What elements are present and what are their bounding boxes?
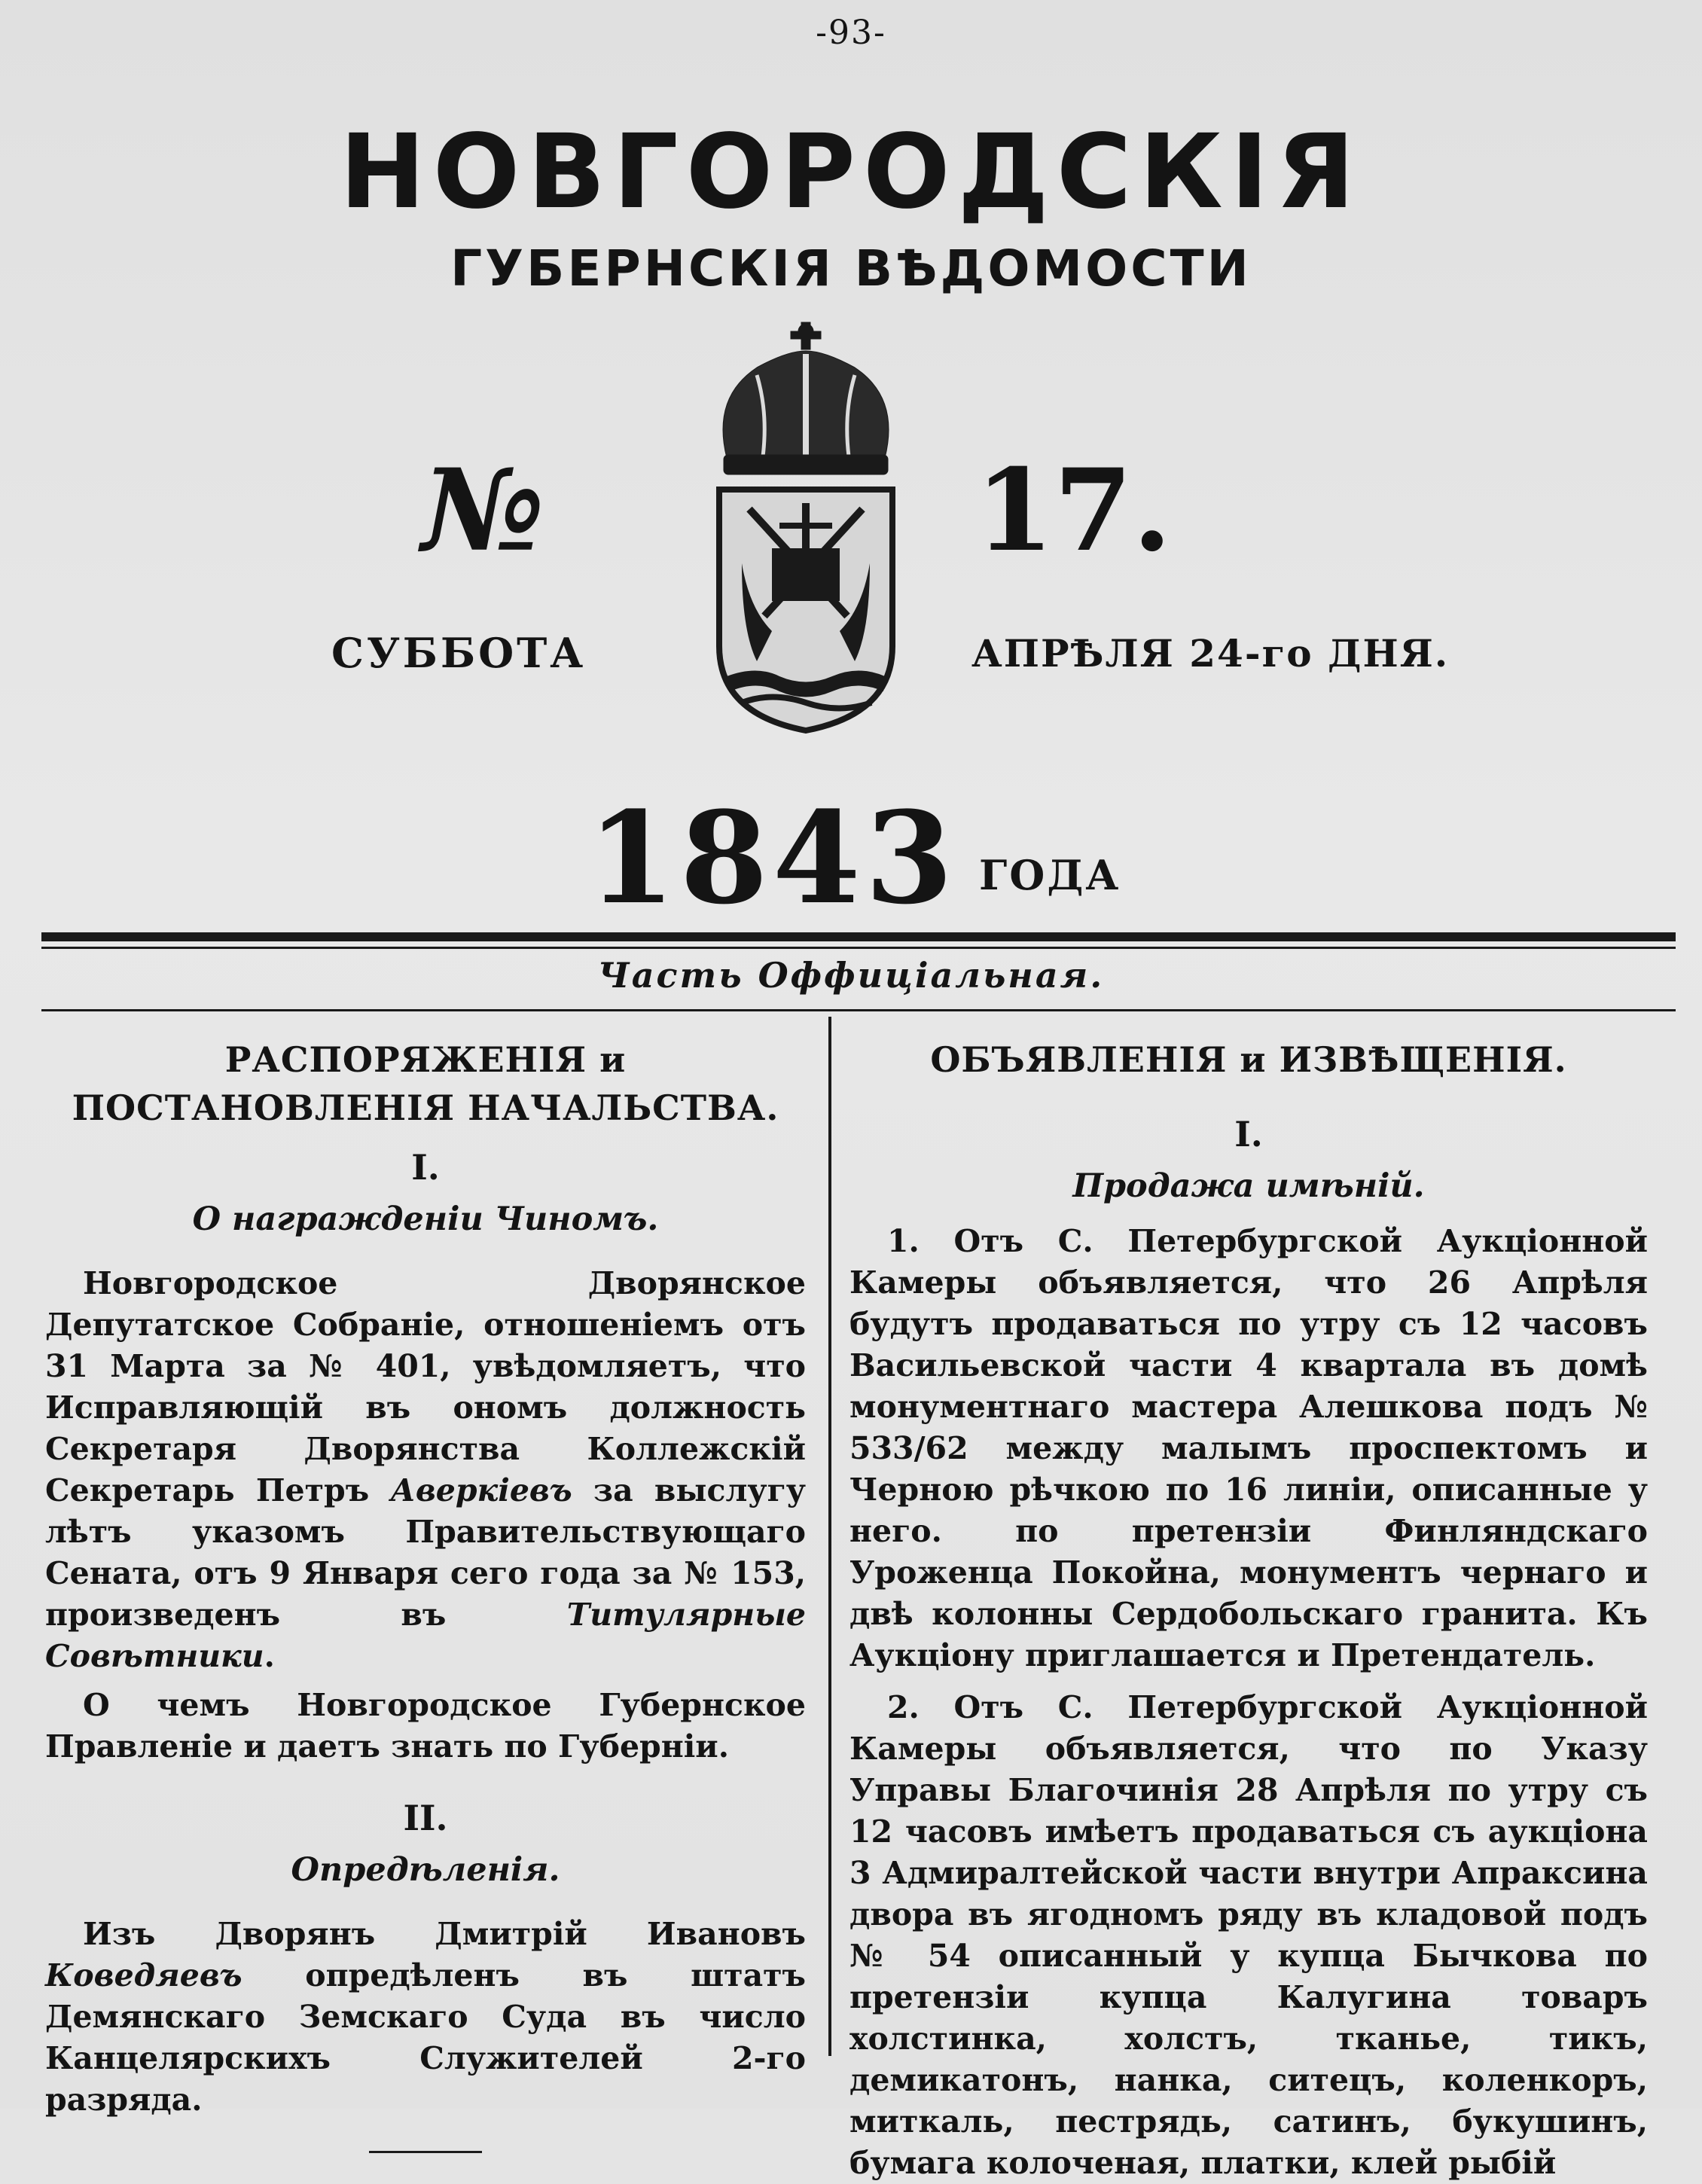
issue-year: 1843: [587, 783, 958, 932]
masthead-rule: [41, 932, 1676, 941]
left-heading: РАСПОРЯЖЕНІЯ и ПОСТАНОВЛЕНІЯ НАЧАЛЬСТВА.: [72, 1039, 779, 1128]
section-number: I.: [411, 1147, 440, 1188]
weekday: СУББОТА: [331, 629, 587, 677]
section-number: I.: [1234, 1114, 1263, 1155]
shield-icon: [719, 490, 892, 731]
part-rule: [41, 1009, 1676, 1011]
paragraph: О чемъ Новгородское Губернское Правленіе и даетъ знать по Губерніи.: [45, 1687, 806, 1765]
section-title: О награжденіи Чиномъ.: [192, 1200, 659, 1238]
right-heading: ОБЪЯВЛЕНІЯ и ИЗВѢЩЕНІЯ.: [930, 1039, 1567, 1080]
section-end-rule: [369, 2151, 482, 2153]
number-sign: №: [422, 444, 545, 577]
paragraph: Новгородское Дворянское Депутатское Собраніе, отношеніемъ отъ 31 Марта за № 401, увѣдомляетъ, что Исправляющій въ ономъ должность Секретаря Дворянства Коллежскій Секретарь Петръ Аверкіевъ за выслугу лѣтъ указомъ Правительствующаго Сената, отъ 9 Января сего года за № 153, произведенъ въ Титулярные Совѣтники.: [45, 1265, 806, 1674]
right-column: [849, 1036, 1648, 2184]
issue-number: 17.: [975, 444, 1172, 577]
newspaper-subtitle: ГУБЕРНСКІЯ ВѢДОМОСТИ: [450, 239, 1252, 297]
paragraph: Изъ Дворянъ Дмитрій Ивановъ Коведяевъ опредѣленъ въ штатъ Демянскаго Земскаго Суда въ число Канцелярскихъ Служителей 2-го разряда.: [45, 1916, 806, 2118]
section-title: Опредѣленія.: [291, 1851, 560, 1889]
issue-date: АПРѢЛЯ 24-го ДНЯ.: [971, 631, 1450, 676]
masthead-rule-thin: [41, 947, 1676, 949]
year-word: ГОДА: [979, 851, 1121, 899]
left-column: [45, 1036, 806, 2153]
imperial-crown-icon: [723, 322, 889, 474]
paragraph: 2. Отъ С. Петербургской Аукціонной Камеры объявляется, что по Указу Управы Благочинія 28 Апрѣля по утру съ 12 часовъ имѣетъ продаваться съ аукціона 3 Адмиралтейской части внутри Апраксина двора въ ягодномъ ряду въ кладовой подъ № 54 описанный у купца Бычкова по претензіи купца Калугина товаръ холстинка, холстъ, тканье, тикъ, демикатонъ, нанка, ситецъ, коленкоръ, миткаль, пестрядь, сатинъ, букушинъ, бумага колоченая, платки, клей рыбій: [849, 1689, 1648, 2181]
novgorod-coat-of-arms-icon: [697, 315, 915, 737]
page-number: -93-: [816, 14, 886, 52]
paragraph: 1. Отъ С. Петербургской Аукціонной Камеры объявляется, что 26 Апрѣля будутъ продаваться по утру съ 12 часовъ Васильевской части 4 квартала въ домѣ монументнаго мастера Алешкова подъ № 533/62 между малымъ проспектомъ и Черною рѣчкою по 16 линіи, описанные у него. по претензіи Финляндскаго Уроженца Покойна, монументъ чернаго и двѣ колонны Сердобольскаго гранита. Къ Аукціону приглашается и Претендатель.: [849, 1223, 1648, 1673]
newspaper-title: НОВГОРОДСКІЯ: [339, 113, 1363, 232]
column-divider: [828, 1017, 831, 2056]
section-title: Продажа имѣній.: [1072, 1167, 1425, 1205]
part-title: Часть Оффиціальная.: [597, 955, 1105, 996]
section-number: II.: [403, 1798, 448, 1838]
